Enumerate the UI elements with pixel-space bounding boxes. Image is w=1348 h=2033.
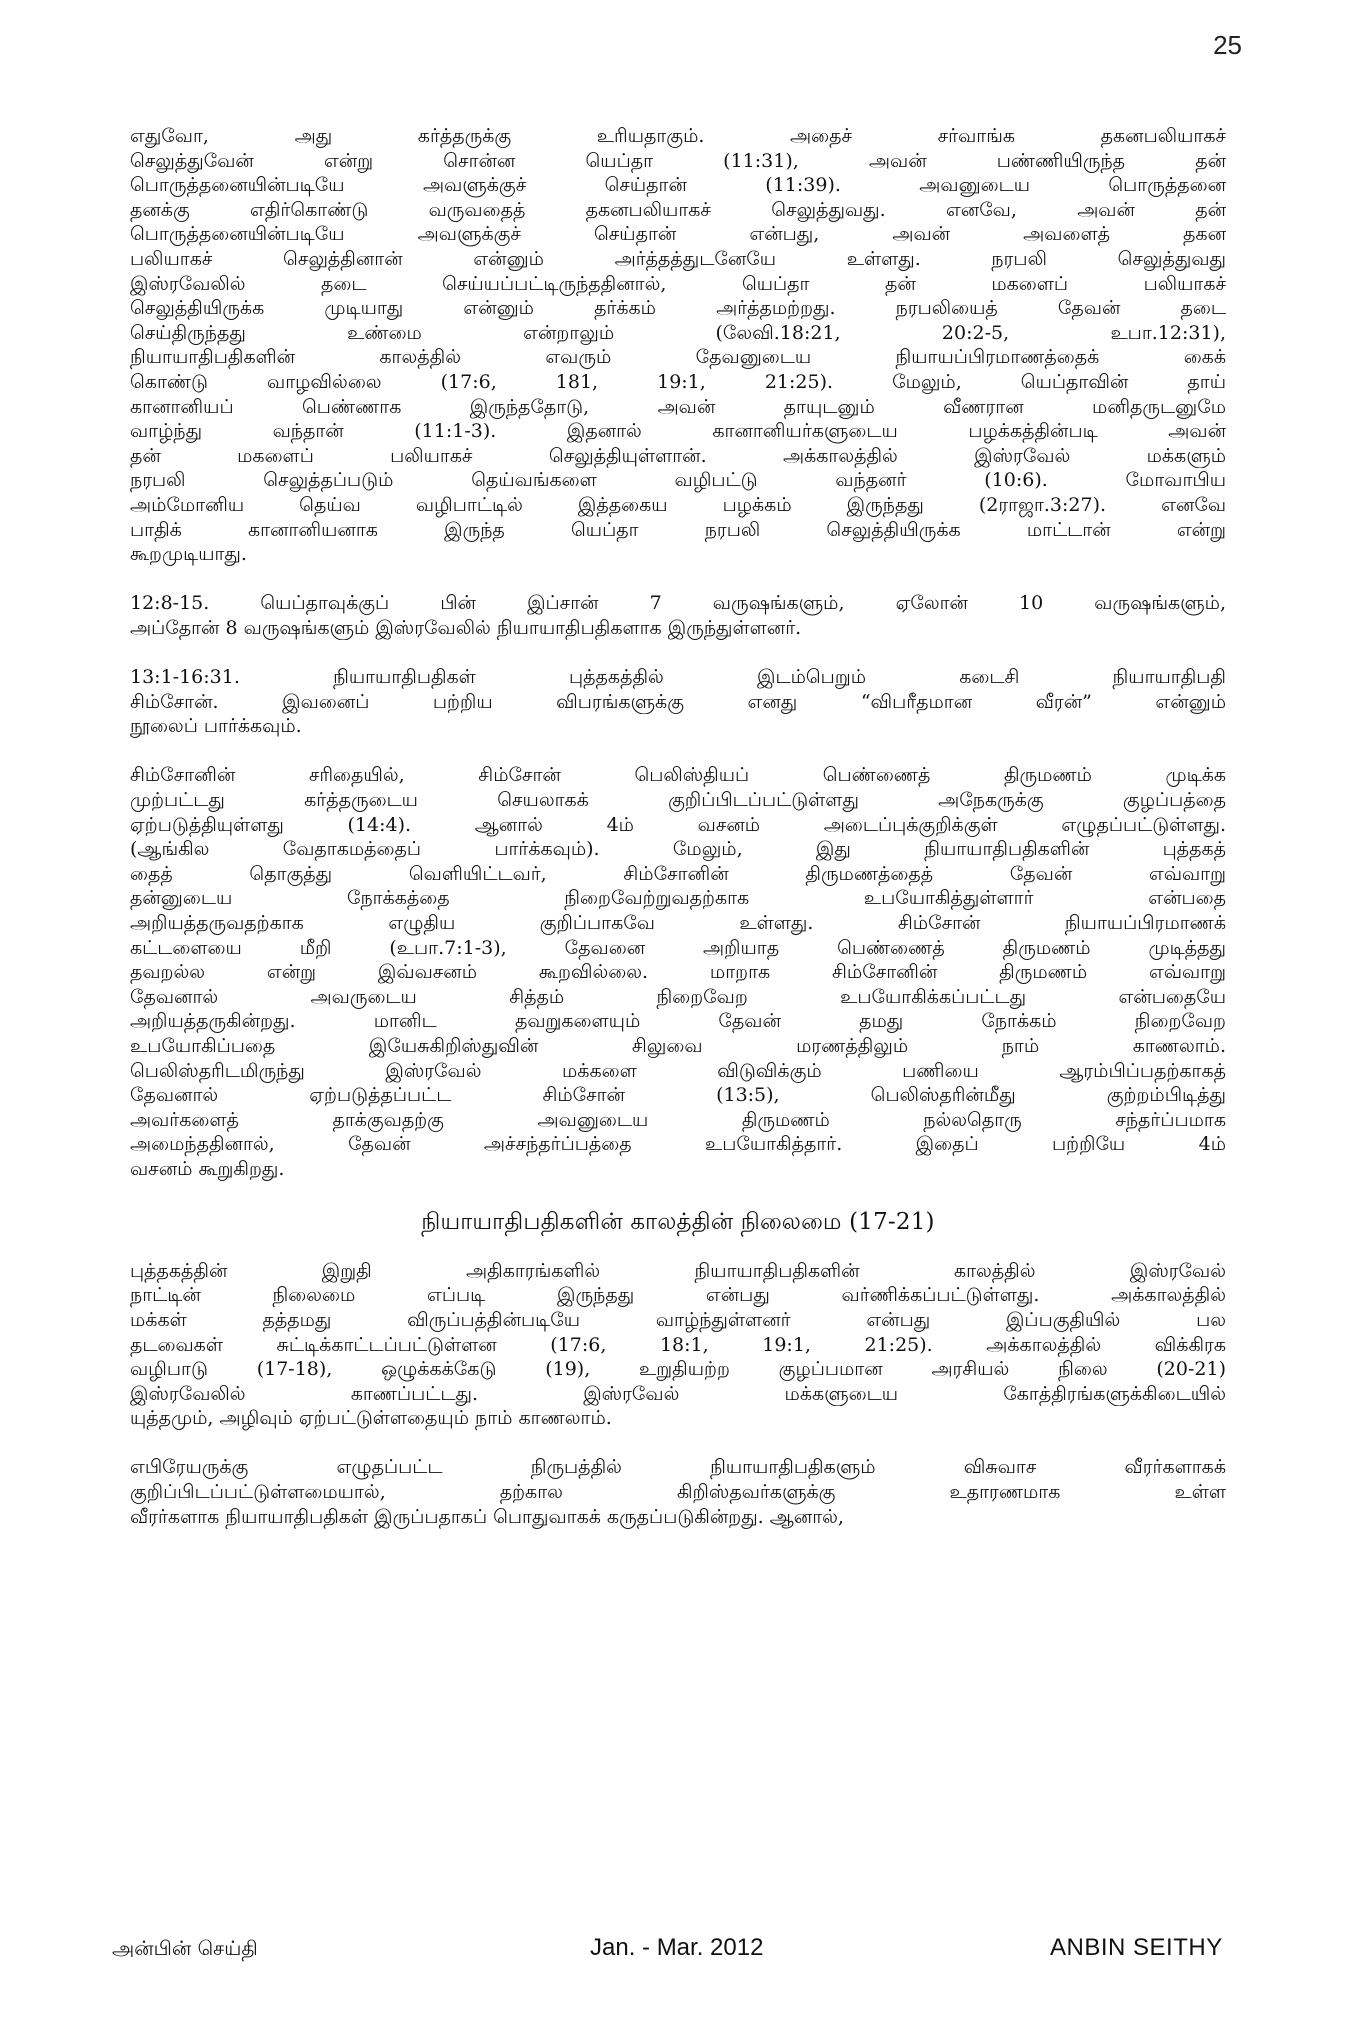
paragraph bbox=[130, 1259, 1226, 1431]
section-body-2 bbox=[130, 1259, 1226, 1554]
text-line: தைத் தொகுத்து வெளியிட்டவர், சிம்சோனின் திருமணத்தைத் தேவன் எவ்வாறு bbox=[130, 862, 1226, 885]
text-line: அப்தோன் 8 வருஷங்களும் இஸ்ரவேலில் நியாயாதிபதிகளாக இருந்துள்ளனர். bbox=[130, 616, 802, 639]
paragraph-gap bbox=[130, 1182, 1226, 1207]
text-line: நியாயாதிபதிகளின் காலத்தில் எவரும் தேவனுடைய நியாயப்பிரமாணத்தைக் கைக் bbox=[130, 346, 1226, 369]
paragraph-gap bbox=[130, 567, 1226, 592]
text-line: பாதிக் கானானியனாக இருந்த யெப்தா நரபலி செலுத்தியிருக்க மாட்டான் என்று bbox=[130, 518, 1226, 541]
text-line: செய்திருந்தது உண்மை என்றாலும் (லேவி.18:21, 20:2-5, உபா.12:31), bbox=[130, 321, 1226, 344]
page-number: 25 bbox=[1213, 30, 1242, 60]
text-line: முற்பட்டது கர்த்தருடைய செயலாகக் குறிப்பிடப்பட்டுள்ளது அநேகருக்கு குழப்பத்தை bbox=[130, 789, 1226, 812]
text-line: வீரர்களாக நியாயாதிபதிகள் இருப்பதாகப் பொதுவாகக் கருதப்படுகின்றது. ஆனால், bbox=[130, 1505, 844, 1528]
text-line: ஏற்படுத்தியுள்ளது (14:4). ஆனால் 4ம் வசனம் அடைப்புக்குறிக்குள் எழுதப்பட்டுள்ளது. bbox=[130, 813, 1226, 836]
text-line: வசனம் கூறுகிறது. bbox=[130, 1157, 285, 1180]
text-line: புத்தகத்தின் இறுதி அதிகாரங்களில் நியாயாதிபதிகளின் காலத்தில் இஸ்ரவேல் bbox=[130, 1259, 1226, 1282]
text-line: நரபலி செலுத்தப்படும் தெய்வங்களை வழிபட்டு வந்தனர் (10:6). மோவாபிய bbox=[130, 469, 1226, 492]
text-line: குறிப்பிடப்பட்டுள்ளமையால், தற்கால கிறிஸ்தவர்களுக்கு உதாரணமாக உள்ள bbox=[130, 1481, 1226, 1504]
text-line: 12:8-15. யெப்தாவுக்குப் பின் இப்சான் 7 வருஷங்களும், ஏலோன் 10 வருஷங்களும், bbox=[130, 592, 1226, 615]
text-line: செலுத்துவேன் என்று சொன்ன யெப்தா (11:31), அவன் பண்ணியிருந்த தன் bbox=[130, 149, 1226, 172]
text-line: கொண்டு வாழவில்லை (17:6, 181, 19:1, 21:25). மேலும், யெப்தாவின் தாய் bbox=[130, 370, 1226, 393]
paragraph bbox=[130, 1455, 1226, 1529]
text-line: செலுத்தியிருக்க முடியாது என்னும் தர்க்கம் அர்த்தமற்றது. நரபலியைத் தேவன் தடை bbox=[130, 297, 1226, 320]
text-line: (ஆங்கில வேதாகமத்தைப் பார்க்கவும்). மேலும், இது நியாயாதிபதிகளின் புத்தகத் bbox=[130, 838, 1226, 861]
text-line: தடவைகள் சுட்டிக்காட்டப்பட்டுள்ளன (17:6, 18:1, 19:1, 21:25). அக்காலத்தில் விக்கிரக bbox=[130, 1333, 1226, 1356]
text-line: அவர்களைத் தாக்குவதற்கு அவனுடைய திருமணம் நல்லதொரு சந்தர்ப்பமாக bbox=[130, 1108, 1226, 1131]
paragraph-gap bbox=[130, 1529, 1226, 1554]
text-line: தவறல்ல என்று இவ்வசனம் கூறவில்லை. மாறாக சிம்சோனின் திருமணம் எவ்வாறு bbox=[130, 961, 1226, 984]
section-heading: நியாயாதிபதிகளின் காலத்தின் நிலைமை (17-21) bbox=[421, 1209, 935, 1236]
footer-magazine-title: ANBIN SEITHY bbox=[1050, 1934, 1223, 1961]
text-line: 13:1-16:31. நியாயாதிபதிகள் புத்தகத்தில் இடம்பெறும் கடைசி நியாயாதிபதி bbox=[130, 666, 1226, 689]
text-line: இஸ்ரவேலில் தடை செய்யப்பட்டிருந்ததினால், யெப்தா தன் மகளைப் பலியாகச் bbox=[130, 272, 1226, 295]
paragraph-gap bbox=[130, 640, 1226, 665]
paragraph-gap bbox=[130, 739, 1226, 764]
text-line: அமைந்ததினால், தேவன் அச்சந்தர்ப்பத்தை உபயோகித்தார். இதைப் பற்றியே 4ம் bbox=[130, 1133, 1226, 1156]
text-line: பொருத்தனையின்படியே அவளுக்குச் செய்தான் என்பது, அவன் அவளைத் தகன bbox=[130, 223, 1226, 246]
text-line: தன் மகளைப் பலியாகச் செலுத்தியுள்ளான். அக்காலத்தில் இஸ்ரவேல் மக்களும் bbox=[130, 444, 1226, 467]
page-body bbox=[130, 124, 1226, 1554]
text-line: எபிரேயருக்கு எழுதப்பட்ட நிருபத்தில் நியாயாதிபதிகளும் விசுவாச வீரர்களாகக் bbox=[130, 1456, 1226, 1479]
paragraph bbox=[130, 763, 1226, 1181]
text-line: பெலிஸ்தரிடமிருந்து இஸ்ரவேல் மக்களை விடுவிக்கும் பணியை ஆரம்பிப்பதற்காகத் bbox=[130, 1059, 1226, 1082]
paragraph bbox=[130, 591, 1226, 640]
text-line: சிம்சோனின் சரிதையில், சிம்சோன் பெலிஸ்தியப் பெண்ணைத் திருமணம் முடிக்க bbox=[130, 764, 1226, 787]
text-line: அறியத்தருவதற்காக எழுதிய குறிப்பாகவே உள்ளது. சிம்சோன் நியாயப்பிரமாணக் bbox=[130, 912, 1226, 934]
text-line: நூலைப் பார்க்கவும். bbox=[130, 715, 302, 738]
text-line: வழிபாடு (17-18), ஒழுக்கக்கேடு (19), உறுதியற்ற குழப்பமான அரசியல் நிலை (20-21) bbox=[130, 1358, 1226, 1381]
text-line: கானானியப் பெண்ணாக இருந்ததோடு, அவன் தாயுடனும் வீணரான மனிதருடனுமே bbox=[130, 395, 1226, 418]
text-line: மக்கள் தத்தமது விருப்பத்தின்படியே வாழ்ந்துள்ளனர் என்பது இப்பகுதியில் பல bbox=[130, 1308, 1226, 1331]
text-line: இஸ்ரவேலில் காணப்பட்டது. இஸ்ரவேல் மக்களுடைய கோத்திரங்களுக்கிடையில் bbox=[130, 1382, 1226, 1405]
text-line: நாட்டின் நிலைமை எப்படி இருந்தது என்பது வர்ணிக்கப்பட்டுள்ளது. அக்காலத்தில் bbox=[130, 1284, 1226, 1307]
text-line: வாழ்ந்து வந்தான் (11:1-3). இதனால் கானானியர்களுடைய பழக்கத்தின்படி அவன் bbox=[130, 420, 1226, 443]
text-line: கட்டளையை மீறி (உபா.7:1-3), தேவனை அறியாத பெண்ணைத் திருமணம் முடித்தது bbox=[130, 936, 1226, 959]
paragraph-gap bbox=[130, 1431, 1226, 1456]
text-line: பொருத்தனையின்படியே அவளுக்குச் செய்தான் (11:39). அவனுடைய பொருத்தனை bbox=[130, 174, 1226, 197]
text-line: எதுவோ, அது கர்த்தருக்கு உரியதாகும். அதைச் சர்வாங்க தகனபலியாகச் bbox=[130, 125, 1226, 147]
text-line: உபயோகிப்பதை இயேசுகிறிஸ்துவின் சிலுவை மரணத்திலும் நாம் காணலாம். bbox=[130, 1034, 1226, 1057]
footer-issue-date: Jan. - Mar. 2012 bbox=[590, 1934, 764, 1961]
text-line: சிம்சோன். இவனைப் பற்றிய விபரங்களுக்கு எனது “விபரீதமான வீரன்” என்னும் bbox=[130, 690, 1226, 713]
text-line: அம்மோனிய தெய்வ வழிபாட்டில் இத்தகைய பழக்கம் இருந்தது (2ராஜா.3:27). எனவே bbox=[130, 493, 1226, 516]
text-line: தனக்கு எதிர்கொண்டு வருவதைத் தகனபலியாகச் செலுத்துவது. எனவே, அவன் தன் bbox=[130, 198, 1226, 221]
text-line: அறியத்தருகின்றது. மானிட தவறுகளையும் தேவன் தமது நோக்கம் நிறைவேற bbox=[130, 1010, 1226, 1033]
text-line: யுத்தமும், அழிவும் ஏற்பட்டுள்ளதையும் நாம் காணலாம். bbox=[130, 1407, 612, 1430]
text-line: தன்னுடைய நோக்கத்தை நிறைவேற்றுவதற்காக உபயோகித்துள்ளார் என்பதை bbox=[130, 887, 1226, 910]
footer-magazine-title-tamil: அன்பின் செய்தி bbox=[112, 1936, 258, 1960]
text-line: கூறமுடியாது. bbox=[130, 543, 247, 566]
section-body-1 bbox=[130, 124, 1226, 1206]
text-line: தேவனால் அவருடைய சித்தம் நிறைவேற உபயோகிக்கப்பட்டது என்பதையே bbox=[130, 985, 1226, 1008]
paragraph bbox=[130, 665, 1226, 739]
text-line: பலியாகச் செலுத்தினான் என்னும் அர்த்தத்துடனேயே உள்ளது. நரபலி செலுத்துவது bbox=[130, 247, 1226, 270]
paragraph bbox=[130, 124, 1226, 567]
text-line: தேவனால் ஏற்படுத்தப்பட்ட சிம்சோன் (13:5), பெலிஸ்தரின்மீது குற்றம்பிடித்து bbox=[130, 1084, 1226, 1107]
